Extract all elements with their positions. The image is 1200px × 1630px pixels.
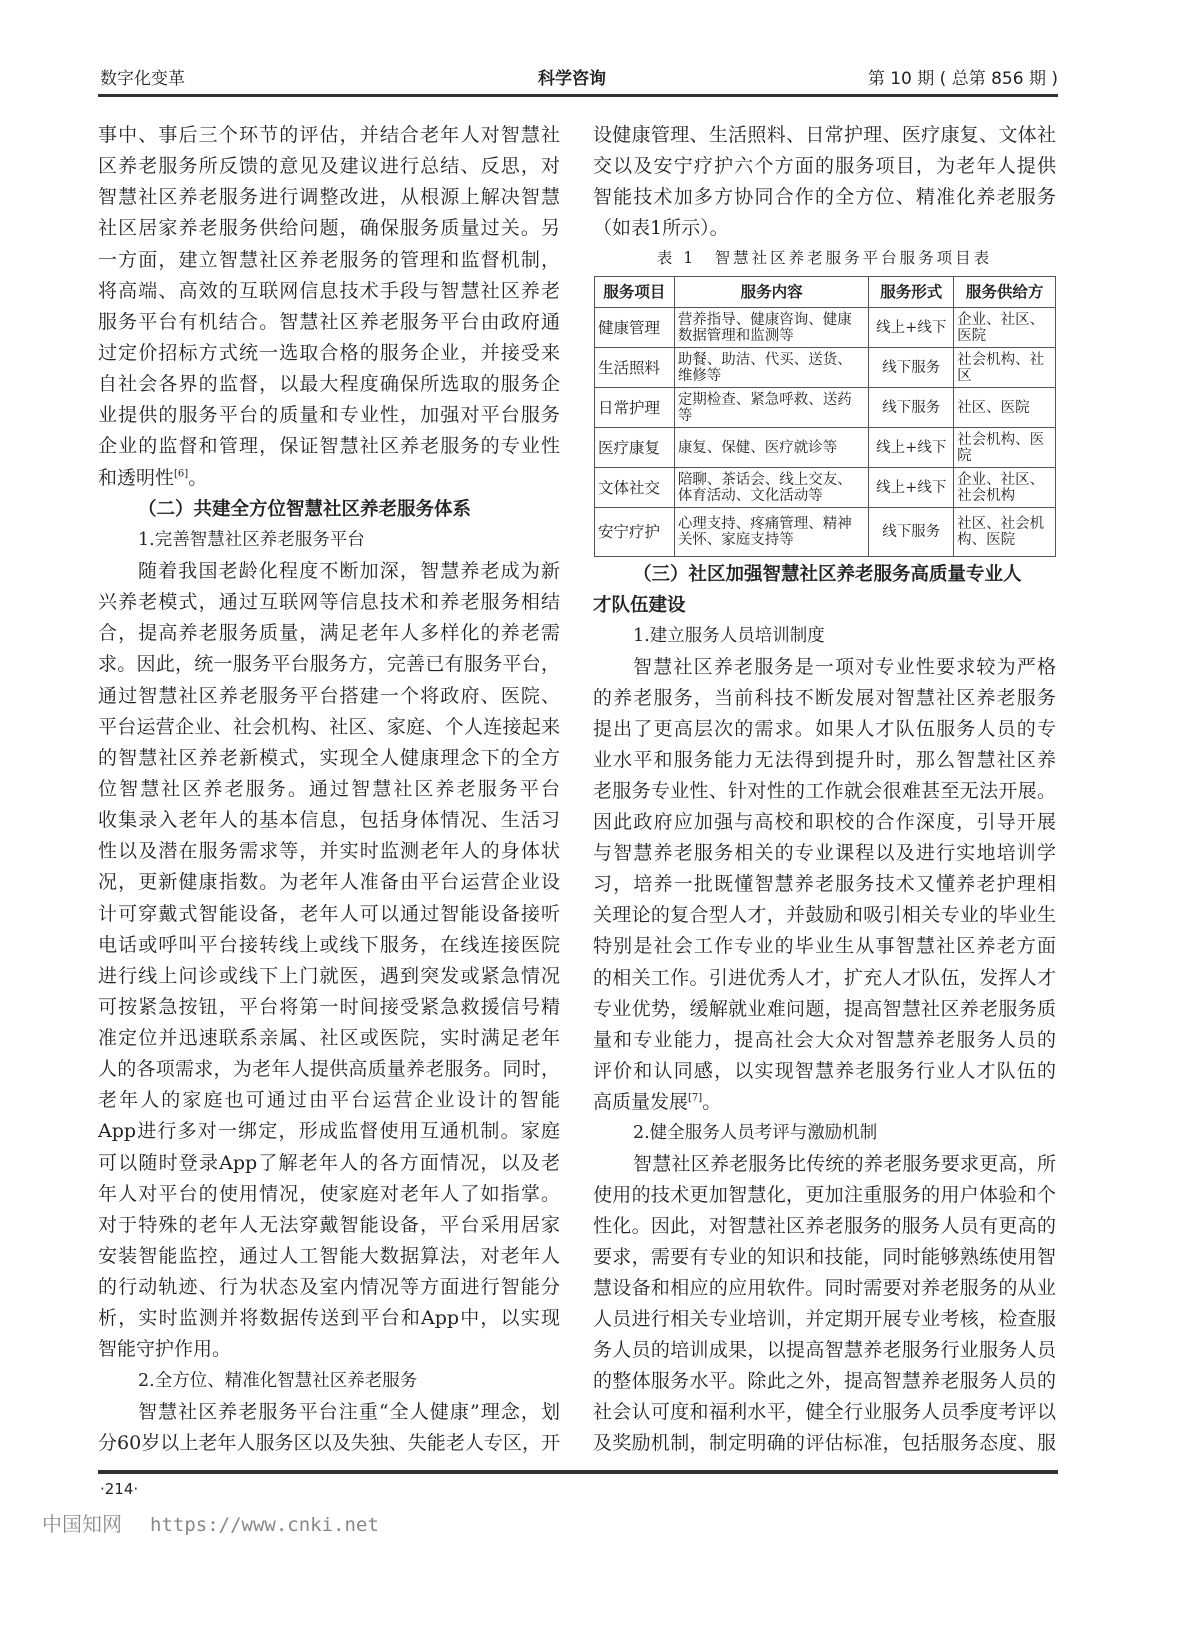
- text-line: [98, 1303, 560, 1334]
- text-line: [593, 1335, 1056, 1366]
- line-text: 智慧社区养老服务进行调整改进，从根源上解决智慧: [98, 186, 560, 209]
- line-text: 性以及潜在服务需求等，并实时监测老年人的身体状: [98, 840, 560, 863]
- line-text: 兴养老模式，通过互联网等信息技术和养老服务相结: [98, 591, 560, 614]
- line-text: （如表1所示）。: [593, 217, 729, 240]
- line-text: App进行多对一绑定，形成监督使用互通机制。家庭: [98, 1120, 560, 1143]
- line-text: 将高端、高效的互联网信息技术手段与智慧社区养老: [98, 279, 560, 302]
- table-cell: 线上+线下: [869, 428, 954, 468]
- table-header-cell: 服务项目: [595, 277, 675, 308]
- line-text: 习，培养一批既懂智慧养老服务技术又懂养老护理相: [593, 873, 1056, 896]
- text-line: [138, 556, 560, 587]
- line-text: 务人员的培训成果，以提高智慧养老服务行业服务人员: [593, 1339, 1056, 1361]
- line-text: 准定位并迅速联系亲属、社区或医院，实时满足老年: [98, 1027, 560, 1050]
- running-header-issue: 第 10 期 ( 总第 856 期 ): [867, 69, 1058, 89]
- table-row: [595, 428, 1056, 468]
- text-line: [98, 151, 560, 182]
- line-text: 事中、事后三个环节的评估，并结合老年人对智慧社: [98, 124, 560, 146]
- line-text: 智慧社区养老服务是一项对专业性要求较为严格: [633, 656, 1056, 679]
- text-line: [98, 369, 560, 400]
- text-line: [98, 307, 560, 338]
- table-row: [595, 388, 1056, 428]
- text-line: [593, 807, 1056, 838]
- table-cell: 营养指导、健康咨询、健康数据管理和监测等: [674, 308, 869, 348]
- line-text: 位智慧社区养老服务。通过智慧社区养老服务平台: [98, 777, 560, 800]
- text-line: [593, 1242, 1056, 1273]
- section-heading: [593, 590, 1056, 621]
- text-line: [98, 805, 560, 836]
- line-text: 关理论的复合型人才，并鼓励和吸引相关专业的毕业生: [593, 904, 1056, 927]
- running-header-section: 数字化变革: [100, 69, 185, 89]
- line-text: 1.完善智慧社区养老服务平台: [138, 529, 365, 550]
- line-text: 量和专业能力，提高社会大众对智慧养老服务人员的: [593, 1028, 1056, 1051]
- text-line: [98, 1054, 560, 1085]
- table-header-cell: 服务内容: [674, 277, 869, 308]
- line-text: 因此政府应加强与高校和职校的合作深度，引导开展: [593, 811, 1056, 834]
- section-heading: [138, 494, 560, 525]
- table-cell: 日常护理: [595, 388, 675, 428]
- table-cell: 线下服务: [869, 388, 954, 428]
- text-line: [593, 1304, 1056, 1335]
- text-line: [593, 869, 1056, 900]
- subsection-heading: [138, 1366, 560, 1397]
- line-text: 与智慧养老服务相关的专业课程以及进行实地培训学: [593, 842, 1056, 865]
- text-line: [98, 1272, 560, 1303]
- section-heading: [633, 559, 1056, 590]
- table-cell: 线下服务: [869, 348, 954, 388]
- text-line: [98, 463, 560, 494]
- text-line: [98, 1179, 560, 1210]
- footer-rule: [98, 1470, 1058, 1474]
- line-text: 老服务专业性、针对性的工作就会很难甚至无法开展。: [593, 780, 1056, 803]
- table-cell: 线上+线下: [869, 468, 954, 508]
- line-text: 随着我国老龄化程度不断加深，智慧养老成为新: [138, 559, 560, 582]
- citation-reference[interactable]: [6]: [174, 468, 189, 480]
- text-line: [98, 431, 560, 462]
- line-text: 合，提高养老服务质量，满足老年人多样化的养老需: [98, 622, 560, 645]
- text-line: [593, 931, 1056, 962]
- text-line: [593, 1397, 1056, 1428]
- text-line: [98, 587, 560, 618]
- line-text: 提出了更高层次的需求。如果人才队伍服务人员的专: [593, 718, 1056, 741]
- table-cell: 助餐、助洁、代买、送货、维修等: [674, 348, 869, 388]
- line-text: 智慧社区养老服务比传统的养老服务要求更高，所: [633, 1152, 1056, 1175]
- table-cell: 社会机构、社区: [954, 348, 1056, 388]
- line-text: 对于特殊的老年人无法穿戴智能设备，平台采用居家: [98, 1213, 560, 1236]
- cnki-watermark: [42, 1508, 407, 1537]
- table-row: [595, 508, 1056, 557]
- table-cell: 企业、社区、社会机构: [954, 468, 1056, 508]
- line-text: 区养老服务所反馈的意见及建议进行总结、反思，对: [98, 155, 560, 178]
- line-text: 进行线上问诊或线下上门就医，遇到突发或紧急情况: [98, 964, 560, 987]
- line-text: 及奖励机制，制定明确的评估标准，包括服务态度、服: [593, 1432, 1056, 1455]
- table-cell: 社会机构、医院: [954, 428, 1056, 468]
- line-text: 交以及安宁疗护六个方面的服务项目，为老年人提供: [593, 155, 1056, 178]
- line-text: 年人对平台的使用情况，使家庭对老年人了如指掌。: [98, 1182, 560, 1205]
- text-line: [593, 714, 1056, 745]
- line-text: 使用的技术更加智慧化，更加注重服务的用户体验和个: [593, 1183, 1056, 1206]
- citation-reference[interactable]: [7]: [688, 1092, 703, 1104]
- line-text: 的相关工作。引进优秀人才，扩充人才队伍，发挥人才: [593, 966, 1056, 989]
- text-line: [98, 899, 560, 930]
- line-text: 。: [188, 466, 208, 489]
- text-line: [98, 182, 560, 213]
- text-line: [593, 151, 1056, 182]
- line-text: 智慧社区养老服务平台注重“全人健康”理念，划: [138, 1400, 560, 1423]
- text-line: [98, 1334, 560, 1365]
- text-line: [593, 683, 1056, 714]
- text-line: [98, 867, 560, 898]
- line-text: 要求，需要有专业的知识和技能，同时能够熟练使用智: [593, 1245, 1056, 1268]
- text-line: [593, 1025, 1056, 1056]
- table-header-cell: 服务供给方: [954, 277, 1056, 308]
- text-line: [98, 930, 560, 961]
- table-cell: 社区、社会机构、医院: [954, 508, 1056, 557]
- line-text: 过定价招标方式统一选取合格的服务企业，并接受来: [98, 341, 560, 364]
- line-text: 计可穿戴式智能设备，老年人可以通过智能设备接听: [98, 902, 560, 925]
- line-text: 慧设备和相应的应用软件。同时需要对养老服务的从业: [593, 1276, 1056, 1299]
- text-line: [98, 245, 560, 276]
- text-line: [98, 1210, 560, 1241]
- watermark-url: https://www.cnki.net: [150, 1514, 379, 1536]
- table-cell: 康复、保健、医疗就诊等: [674, 428, 869, 468]
- table-cell: 心理支持、疼痛管理、精神关怀、家庭支持等: [674, 508, 869, 557]
- table-cell: 线上+线下: [869, 308, 954, 348]
- table-cell: 健康管理: [595, 308, 675, 348]
- text-line: [98, 618, 560, 649]
- line-text: 性化。因此，对智慧社区养老服务的服务人员有更高的: [593, 1214, 1056, 1237]
- text-line: [593, 1087, 1056, 1118]
- line-text: （二）共建全方位智慧社区养老服务体系: [138, 498, 472, 520]
- text-line: [98, 649, 560, 680]
- text-line: [593, 745, 1056, 776]
- text-line: [98, 992, 560, 1023]
- line-text: 社区居家养老服务供给问题，确保服务质量过关。另: [98, 217, 560, 240]
- line-text: 人员进行相关专业培训，并定期开展专业考核，检查服: [593, 1307, 1056, 1330]
- line-text: 的行动轨迹、行为状态及室内情况等方面进行智能分: [98, 1276, 560, 1299]
- text-line: [98, 681, 560, 712]
- line-text: 求。因此，统一服务平台服务方，完善已有服务平台，: [98, 653, 560, 676]
- text-line: [98, 1023, 560, 1054]
- line-text: 自社会各界的监督，以最大程度确保所选取的服务企: [98, 373, 560, 396]
- subsection-heading: [633, 621, 1056, 652]
- text-line: [593, 1056, 1056, 1087]
- line-text: 1.建立服务人员培训制度: [633, 626, 825, 647]
- text-line: [98, 338, 560, 369]
- line-text: 的整体服务水平。除此之外，提高智慧养老服务人员的: [593, 1370, 1056, 1393]
- table-cell: 定期检查、紧急呼救、送药等: [674, 388, 869, 428]
- text-line: [98, 400, 560, 431]
- table-row: [595, 348, 1056, 388]
- line-text: （三）社区加强智慧社区养老服务高质量专业人: [633, 564, 1022, 585]
- watermark-name: 中国知网: [42, 1512, 122, 1536]
- line-text: 2.健全服务人员考评与激励机制: [633, 1122, 878, 1143]
- table-header-cell: 服务形式: [869, 277, 954, 308]
- text-line: [98, 1428, 560, 1459]
- line-text: 的智慧社区养老新模式，实现全人健康理念下的全方: [98, 746, 560, 769]
- table-cell: 生活照料: [595, 348, 675, 388]
- text-line: [98, 1116, 560, 1147]
- line-text: 人的各项需求，为老年人提供高质量养老服务。同时，: [98, 1058, 560, 1081]
- text-line: [593, 182, 1056, 213]
- line-text: 企业的监督和管理，保证智慧社区养老服务的专业性: [98, 435, 560, 458]
- subsection-heading: [633, 1118, 1056, 1149]
- line-text: 社会认可度和福利水平，健全行业服务人员季度考评以: [593, 1401, 1056, 1424]
- line-text: 专业优势，缓解就业难问题，提高智慧社区养老服务质: [593, 997, 1056, 1020]
- table-cell: 医疗康复: [595, 428, 675, 468]
- line-text: 智能守护作用。: [98, 1338, 232, 1361]
- text-line: [593, 1180, 1056, 1211]
- line-text: 可按紧急按钮，平台将第一时间接受紧急救援信号精: [98, 995, 560, 1018]
- line-text: 和透明性: [98, 466, 175, 489]
- text-line: [98, 961, 560, 992]
- text-line: [593, 838, 1056, 869]
- table-cell: 安宁疗护: [595, 508, 675, 557]
- text-line: [98, 743, 560, 774]
- line-text: 设健康管理、生活照料、日常护理、医疗康复、文体社: [593, 124, 1056, 146]
- text-line: [593, 213, 1056, 244]
- text-line: [633, 1149, 1056, 1180]
- table-cell: 陪聊、茶话会、线上交友、体育活动、文化活动等: [674, 468, 869, 508]
- line-text: 评价和认同感，以实现智慧养老服务行业人才队伍的: [593, 1059, 1056, 1082]
- text-line: [593, 994, 1056, 1025]
- line-text: 业水平和服务能力无法得到提升时，那么智慧社区养: [593, 749, 1056, 772]
- text-line: [593, 1366, 1056, 1397]
- text-line: [593, 1428, 1056, 1459]
- text-line: [98, 1085, 560, 1116]
- table-row: [595, 468, 1056, 508]
- text-line: [593, 1211, 1056, 1242]
- text-line: [98, 1148, 560, 1179]
- text-line: [593, 776, 1056, 807]
- line-text: 平台运营企业、社会机构、社区、家庭、个人连接起来: [98, 715, 560, 738]
- text-line: [98, 836, 560, 867]
- line-text: 安装智能监控，通过人工智能大数据算法，对老年人: [98, 1245, 560, 1268]
- table-header-row: [595, 277, 1056, 308]
- line-text: 的养老服务，当前科技不断发展对智慧社区养老服务: [593, 687, 1056, 710]
- table-caption: 表 1 智慧社区养老服务平台服务项目表: [656, 249, 993, 267]
- line-text: 老年人的家庭也可通过由平台运营企业设计的智能: [98, 1089, 560, 1112]
- text-line: [98, 213, 560, 244]
- running-header-journal: 科学咨询: [538, 69, 606, 89]
- line-text: 析，实时监测并将数据传送到平台和App中，以实现: [98, 1307, 560, 1330]
- table-cell: 企业、社区、医院: [954, 308, 1056, 348]
- line-text: 况，更新健康指数。为老年人准备由平台运营企业设: [98, 871, 560, 894]
- service-items-table: [594, 276, 1056, 557]
- text-line: [593, 900, 1056, 931]
- line-text: 才队伍建设: [593, 595, 686, 617]
- table-cell: 文体社交: [595, 468, 675, 508]
- line-text: 一方面，建立智慧社区养老服务的管理和监督机制，: [98, 248, 560, 271]
- table-row: [595, 308, 1056, 348]
- line-text: 服务平台有机结合。智慧社区养老服务平台由政府通: [98, 310, 560, 333]
- page-number: ·214·: [100, 1480, 139, 1498]
- subsection-heading: [138, 525, 560, 556]
- text-line: [98, 774, 560, 805]
- line-text: 2.全方位、精准化智慧社区养老服务: [138, 1370, 418, 1391]
- table-cell: 社区、医院: [954, 388, 1056, 428]
- text-line: [98, 120, 560, 151]
- line-text: 通过智慧社区养老服务平台搭建一个将政府、医院、: [98, 684, 560, 707]
- text-line: [633, 652, 1056, 683]
- line-text: 业提供的服务平台的质量和专业性，加强对平台服务: [98, 404, 560, 427]
- text-line: [138, 1397, 560, 1428]
- line-text: 高质量发展: [593, 1090, 689, 1113]
- text-line: [98, 712, 560, 743]
- line-text: 可以随时登录App了解老年人的各方面情况，以及老: [98, 1151, 560, 1174]
- line-text: 。: [702, 1090, 722, 1113]
- line-text: 电话或呼叫平台接转线上或线下服务，在线连接医院: [98, 933, 560, 956]
- text-line: [98, 276, 560, 307]
- text-line: [98, 1241, 560, 1272]
- text-line: [593, 120, 1056, 151]
- text-line: [593, 1273, 1056, 1304]
- header-rule: [98, 94, 1058, 97]
- line-text: 智能技术加多方协同合作的全方位、精准化养老服务: [593, 186, 1056, 209]
- line-text: 特别是社会工作专业的毕业生从事智慧社区养老方面: [593, 935, 1056, 958]
- line-text: 分60岁以上老年人服务区以及失独、失能老人专区，开: [98, 1431, 560, 1454]
- text-line: [593, 963, 1056, 994]
- line-text: 收集录入老年人的基本信息，包括身体情况、生活习: [98, 809, 560, 832]
- table-cell: 线下服务: [869, 508, 954, 557]
